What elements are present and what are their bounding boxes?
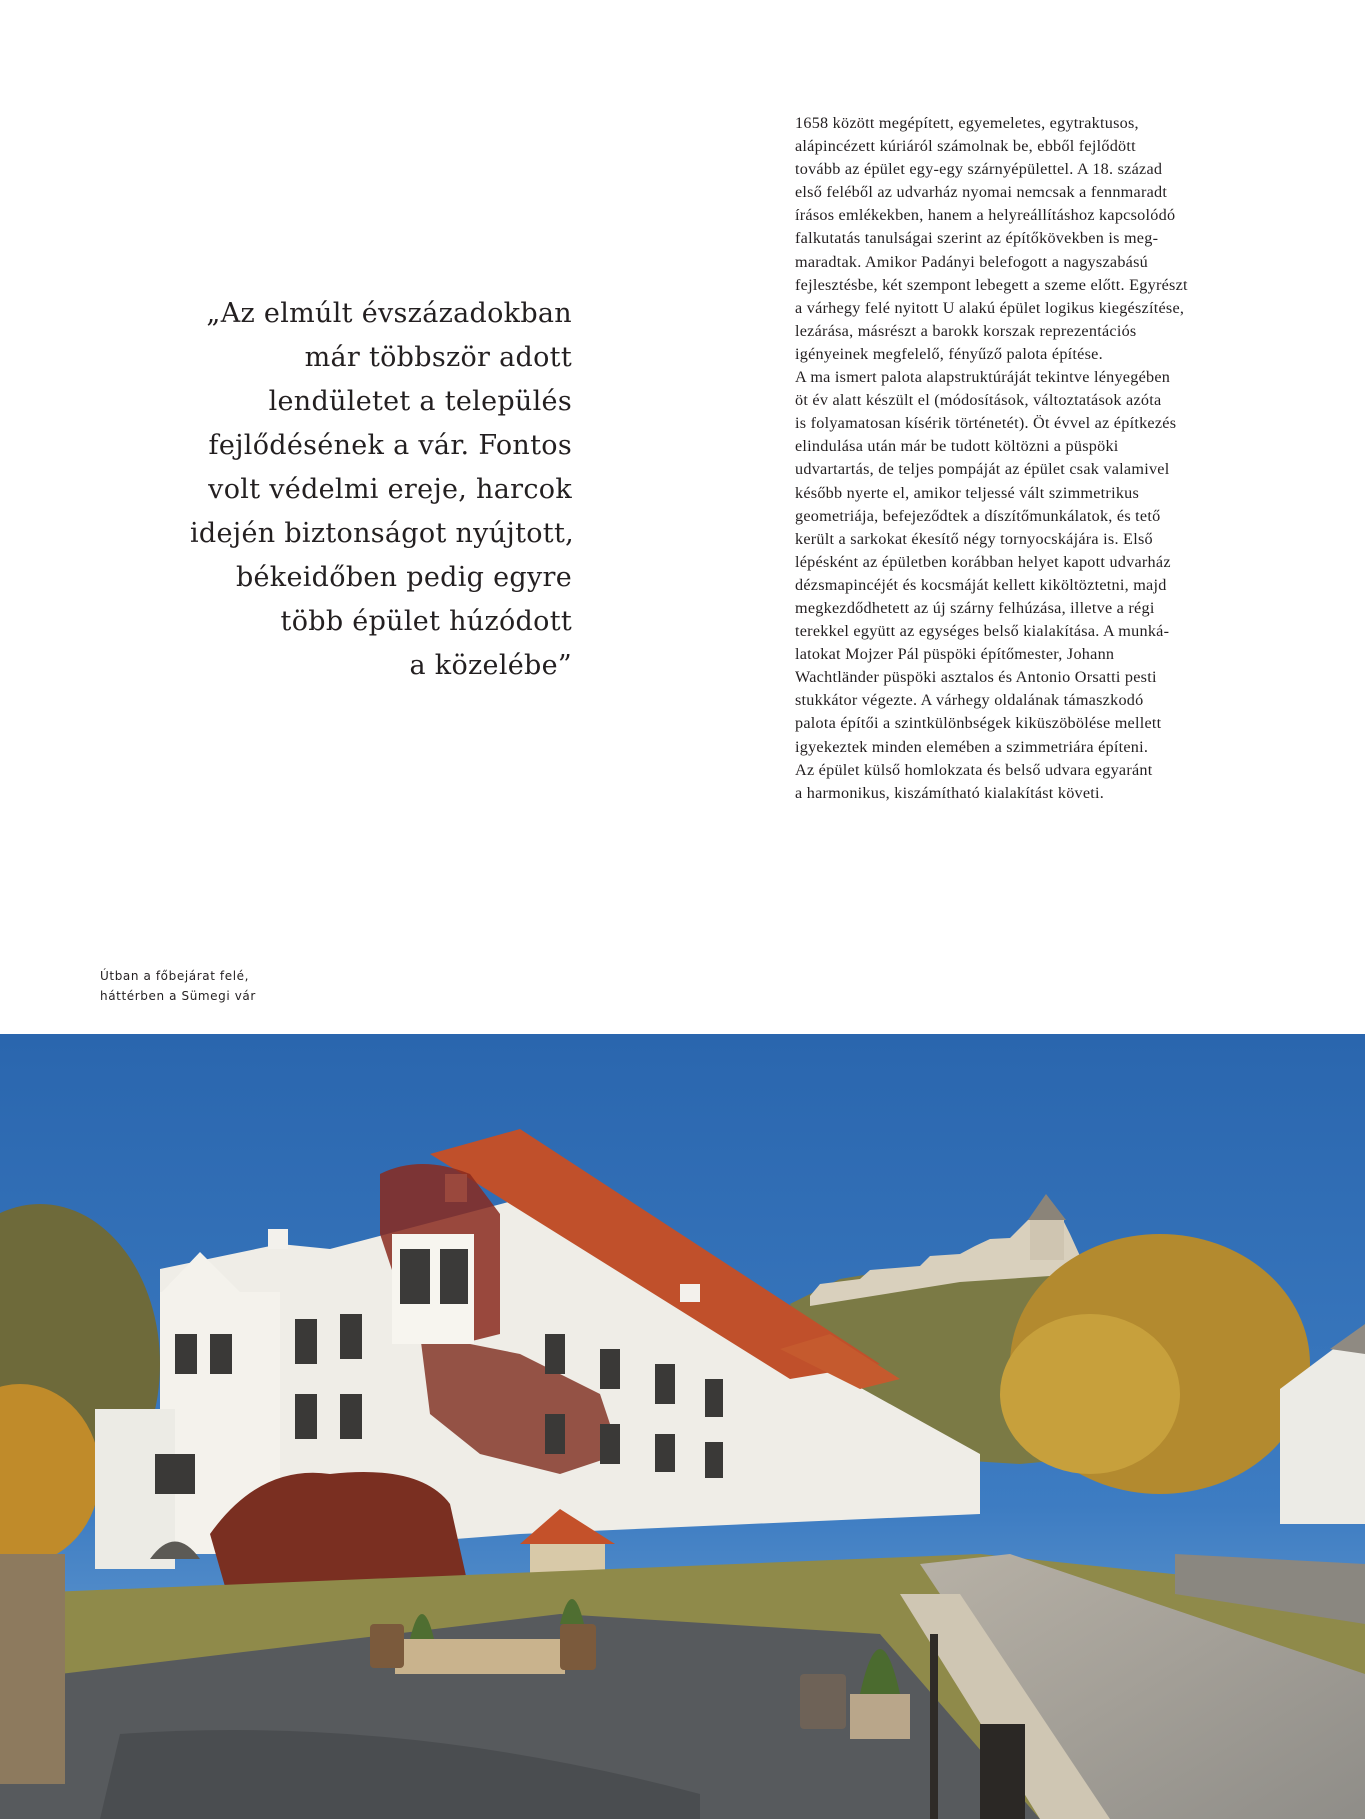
caption-line: Útban a főbejárat felé, — [100, 969, 250, 983]
barrel — [560, 1624, 596, 1670]
body-text-line: stukkátor végezte. A várhegy oldalának támaszkodó — [795, 691, 1144, 710]
body-text-line: latokat Mojzer Pál püspöki építőmester, Johann — [795, 645, 1115, 664]
body-text-line: maradtak. Amikor Padányi belefogott a nagyszabású — [795, 252, 1148, 271]
body-text-line: megkezdődhetett az új szárny felhúzása, illetve a régi — [795, 598, 1155, 617]
barrel — [800, 1674, 846, 1729]
pull-quote-line: több épület húzódott — [280, 606, 572, 637]
body-text — [795, 112, 1270, 805]
window — [400, 1249, 430, 1304]
chimney — [680, 1284, 700, 1302]
body-text-line: öt év alatt készült el (módosítások, változtatások azóta — [795, 391, 1162, 410]
barrel — [370, 1624, 404, 1668]
body-text-line: tovább az épület egy-egy szárnyépülettel. A 18. század — [795, 160, 1163, 179]
palace-photo-illustration — [0, 1034, 1365, 1819]
body-text-line: geometriája, befejeződtek a díszítőmunkálatok, és tető — [795, 506, 1161, 525]
body-text-line: palota építői a szintkülönbségek kiküszöbölése mellett — [795, 714, 1162, 733]
body-text-line: Az épület külső homlokzata és belső udvara egyaránt — [795, 760, 1153, 779]
palace-photo — [0, 1034, 1365, 1819]
pull-quote-line: „Az elmúlt évszázadokban — [206, 298, 572, 329]
chimney — [268, 1229, 288, 1249]
body-text-line: lépésként az épületben korábban helyet kapott udvarház — [795, 552, 1171, 571]
autumn-tree-mid — [1000, 1314, 1180, 1474]
pull-quote-line: békeidőben pedig egyre — [235, 562, 572, 593]
pull-quote — [190, 292, 572, 688]
body-text-line: elindulása után már be tudott költözni a püspöki — [795, 437, 1119, 456]
pull-quote-line: volt védelmi ereje, harcok — [208, 474, 572, 505]
body-text-line: udvartartás, de teljes pompáját az épület csak valamivel — [795, 460, 1170, 479]
fence-post — [930, 1634, 938, 1819]
body-text-line: a harmonikus, kiszámítható kialakítást követi. — [795, 783, 1105, 802]
body-text-line: fejlesztésbe, két szempont lebegett a szeme előtt. Egyrészt — [795, 275, 1188, 294]
pull-quote-line: fejlődésének a vár. Fontos — [208, 430, 572, 461]
body-text-line: igyekeztek minden elemében a szimmetriára építeni. — [795, 737, 1149, 756]
pull-quote-line: a közelébe” — [409, 650, 572, 681]
body-text-line: 1658 között megépített, egyemeletes, egytraktusos, — [795, 114, 1139, 132]
body-text-line: A ma ismert palota alapstruktúráját tekintve lényegében — [795, 368, 1171, 387]
pull-quote-line: már többször adott — [304, 342, 572, 373]
gate — [980, 1724, 1025, 1819]
body-text-line: később nyerte el, amikor teljessé vált szimmetrikus — [795, 483, 1140, 502]
body-text-line: dézsmapincéjét és kocsmáját kellett kiköltöztetni, majd — [795, 575, 1167, 594]
castle-tower — [1030, 1220, 1064, 1260]
body-text-line: alápincézett kúriáról számolnak be, ebből fejlődött — [795, 137, 1136, 156]
planter-box — [850, 1694, 910, 1739]
photo-caption — [100, 966, 256, 1006]
body-text-line: a várhegy felé nyitott U alakú épület logikus kiegészítése, — [795, 298, 1185, 317]
body-text-line: falkutatás tanulságai szerint az építőkövekben is meg- — [795, 229, 1159, 248]
body-text-line: Wachtländer püspöki asztalos és Antonio Orsatti pesti — [795, 668, 1157, 687]
pull-quote-line: lendületet a település — [268, 386, 572, 417]
window — [440, 1249, 468, 1304]
pull-quote-line: idején biztonságot nyújtott, — [190, 518, 574, 549]
stone-wall — [0, 1554, 65, 1784]
caption-line: háttérben a Sümegi vár — [100, 989, 256, 1003]
body-text-line: került a sarkokat ékesítő négy tornyocskájára is. Első — [795, 529, 1153, 548]
body-text-line: is folyamatosan kísérik történetét). Öt évvel az építkezés — [795, 414, 1177, 433]
body-text-line: első feléből az udvarház nyomai nemcsak a fennmaradt — [795, 183, 1168, 202]
body-text-line: igényeinek megfelelő, fényűző palota építése. — [795, 344, 1103, 363]
body-text-line: írásos emlékekben, hanem a helyreállításhoz kapcsolódó — [795, 206, 1176, 225]
planter — [395, 1639, 565, 1674]
body-text-line: terekkel együtt az egységes belső kialakítása. A munká- — [795, 622, 1170, 641]
body-text-line: lezárása, másrészt a barokk korszak reprezentációs — [795, 321, 1137, 340]
